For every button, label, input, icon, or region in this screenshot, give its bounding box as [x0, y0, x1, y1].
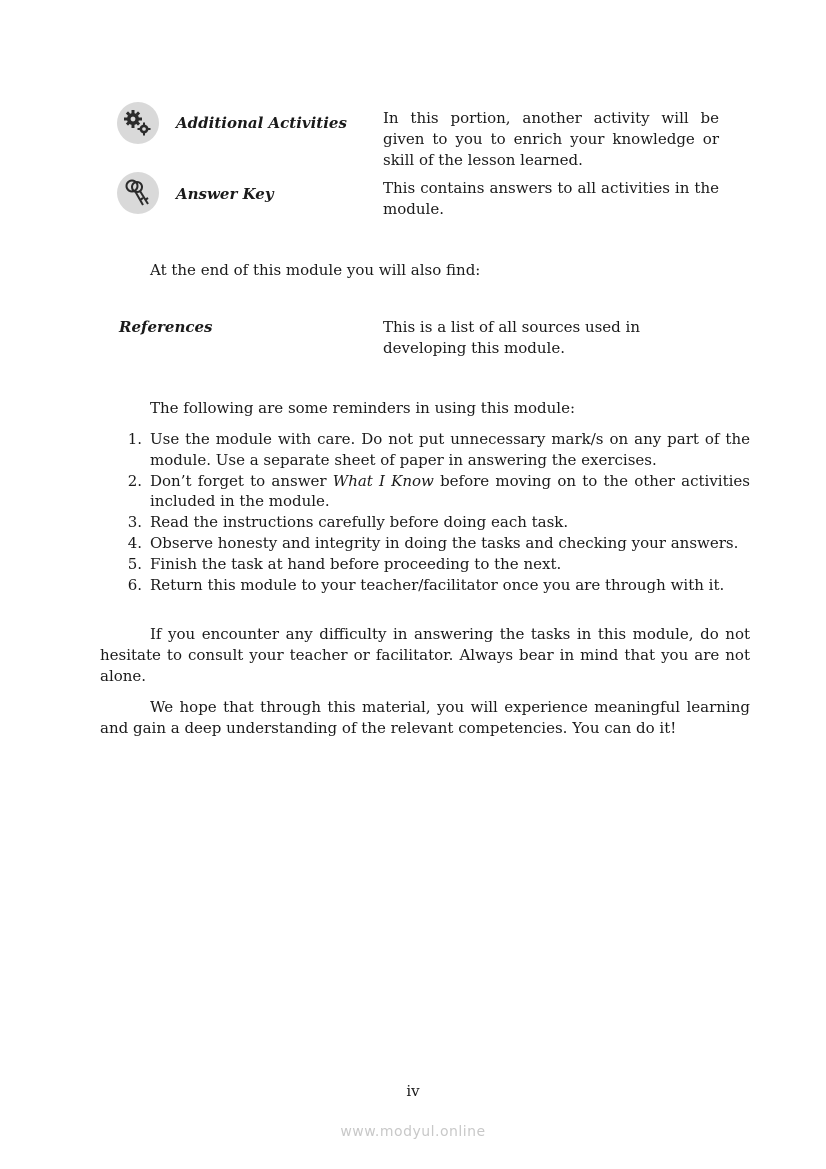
list-item: 5. Finish the task at hand before proceeding to the next.	[127, 554, 562, 573]
list-item: 4. Observe honesty and integrity in doing the tasks and checking your answers.	[127, 533, 739, 552]
list-item: 2. Don’t forget to answer What I Know before moving on to the other activities included in the module.	[127, 471, 751, 511]
closing-paragraph-hope: We hope that through this material, you will experience meaningful learning and gain a deep understanding of the relevant competencies. You can do it!	[100, 698, 750, 737]
description-additional-activities: In this portion, another activity will be given to you to enrich your knowledge or skill of the lesson learned.	[383, 109, 719, 169]
closing-paragraph-difficulty: If you encounter any difficulty in answering the tasks in this module, do not hesitate to consult your teacher or facilitator. Always bear in mind that you are not alone.	[100, 625, 750, 685]
what-i-know-emphasis: What I Know	[332, 471, 434, 490]
description-references: This is a list of all sources used in developing this module.	[383, 318, 641, 357]
list-item: 3. Read the instructions carefully before doing each task.	[127, 513, 569, 532]
reminders-list	[120, 429, 750, 595]
keys-icon	[117, 172, 159, 214]
page-number: iv	[406, 1082, 420, 1100]
term-references: References	[119, 318, 213, 336]
watermark: www.modyul.online	[340, 1124, 486, 1140]
gears-icon	[117, 102, 159, 144]
reminders-intro: The following are some reminders in using this module:	[150, 399, 575, 417]
list-item: 1. Use the module with care. Do not put unnecessary mark/s on any part of the module. Use a separate sheet of paper in answering the exercises.	[127, 430, 750, 469]
term-additional-activities: Additional Activities	[176, 114, 347, 132]
description-answer-key: This contains answers to all activities in the module.	[383, 179, 719, 218]
end-of-module-intro: At the end of this module you will also find:	[150, 261, 481, 279]
list-item: 6. Return this module to your teacher/facilitator once you are through with it.	[127, 575, 725, 594]
term-answer-key: Answer Key	[176, 185, 274, 203]
